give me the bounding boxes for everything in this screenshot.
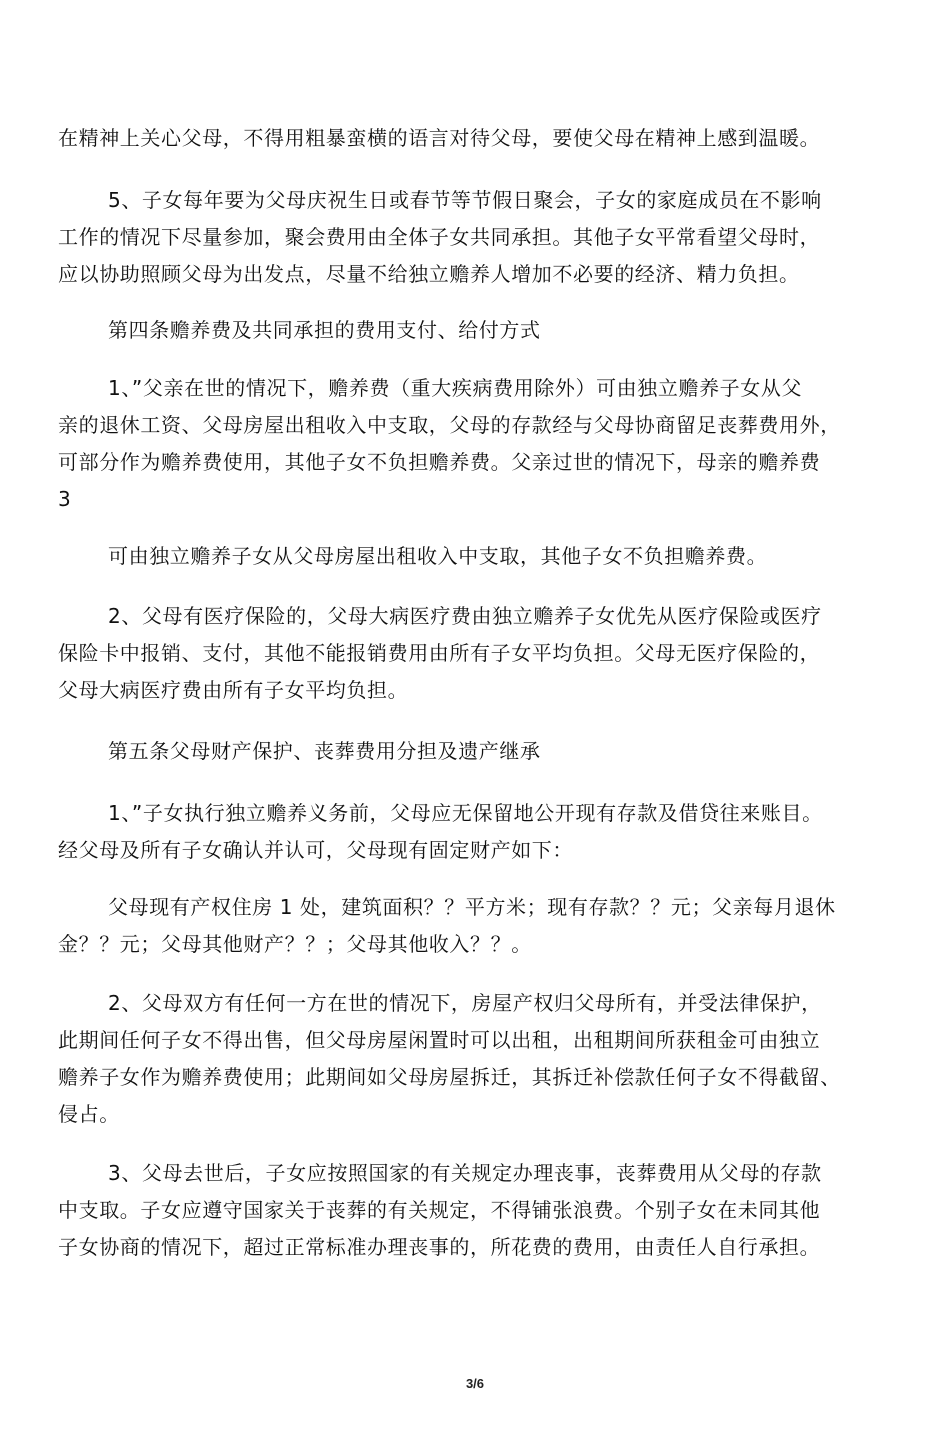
text-line: 可部分作为赡养费使用，其他子女不负担赡养费。父亲过世的情况下，母亲的赡养费	[58, 450, 821, 474]
text-line: 亲的退休工资、父母房屋出租收入中支取，父母的存款经与父母协商留足丧葬费用外，	[58, 413, 841, 437]
text-line: 1、”子女执行独立赡养义务前，父母应无保留地公开现有存款及借贷往来账目。	[108, 801, 823, 825]
paragraph	[58, 120, 900, 157]
text-line: 保险卡中报销、支付，其他不能报销费用由所有子女平均负担。父母无医疗保险的，	[58, 641, 821, 665]
text-line: 5、子女每年要为父母庆祝生日或春节等节假日聚会，子女的家庭成员在不影响	[108, 188, 822, 212]
section-heading	[58, 312, 900, 349]
text-line: 3	[58, 487, 72, 511]
paragraph	[58, 889, 900, 963]
text-line: 中支取。子女应遵守国家关于丧葬的有关规定，不得铺张浪费。个别子女在未同其他	[58, 1198, 821, 1222]
paragraph	[58, 985, 900, 1133]
text-line: 父母大病医疗费由所有子女平均负担。	[58, 678, 409, 702]
text-line: 经父母及所有子女确认并认可，父母现有固定财产如下：	[58, 838, 573, 862]
text-line: 工作的情况下尽量参加，聚会费用由全体子女共同承担。其他子女平常看望父母时，	[58, 225, 821, 249]
text-line: 此期间任何子女不得出售，但父母房屋闲置时可以出租，出租期间所获租金可由独立	[58, 1028, 821, 1052]
text-line: 第五条父母财产保护、丧葬费用分担及遗产继承	[108, 739, 541, 763]
paragraph	[58, 370, 900, 518]
paragraph	[58, 1155, 900, 1266]
section-heading	[58, 733, 900, 770]
text-line: 赡养子女作为赡养费使用；此期间如父母房屋拆迁，其拆迁补偿款任何子女不得截留、	[58, 1065, 841, 1089]
text-line: 父母现有产权住房 1 处，建筑面积？？平方米；现有存款？？元；父亲每月退休	[108, 895, 836, 919]
text-line: 2、父母双方有任何一方在世的情况下，房屋产权归父母所有，并受法律保护，	[108, 991, 822, 1015]
text-line: 第四条赡养费及共同承担的费用支付、给付方式	[108, 318, 541, 342]
text-line: 金？？元；父母其他财产？？；父母其他收入？？。	[58, 932, 532, 956]
paragraph	[58, 182, 900, 293]
paragraph	[58, 795, 900, 869]
text-line: 子女协商的情况下，超过正常标准办理丧事的，所花费的费用，由责任人自行承担。	[58, 1235, 821, 1259]
page-number: 3/6	[465, 1376, 485, 1391]
text-line: 1、”父亲在世的情况下，赡养费（重大疾病费用除外）可由独立赡养子女从父	[108, 376, 803, 400]
text-line: 3、父母去世后，子女应按照国家的有关规定办理丧事，丧葬费用从父母的存款	[108, 1161, 822, 1185]
text-line: 2、父母有医疗保险的，父母大病医疗费由独立赡养子女优先从医疗保险或医疗	[108, 604, 822, 628]
paragraph	[58, 538, 900, 575]
text-line: 在精神上关心父母，不得用粗暴蛮横的语言对待父母，要使父母在精神上感到温暖。	[58, 126, 821, 150]
text-line: 可由独立赡养子女从父母房屋出租收入中支取，其他子女不负担赡养费。	[108, 544, 768, 568]
text-line: 侵占。	[58, 1102, 120, 1126]
paragraph	[58, 598, 900, 709]
text-line: 应以协助照顾父母为出发点，尽量不给独立赡养人增加不必要的经济、精力负担。	[58, 262, 800, 286]
